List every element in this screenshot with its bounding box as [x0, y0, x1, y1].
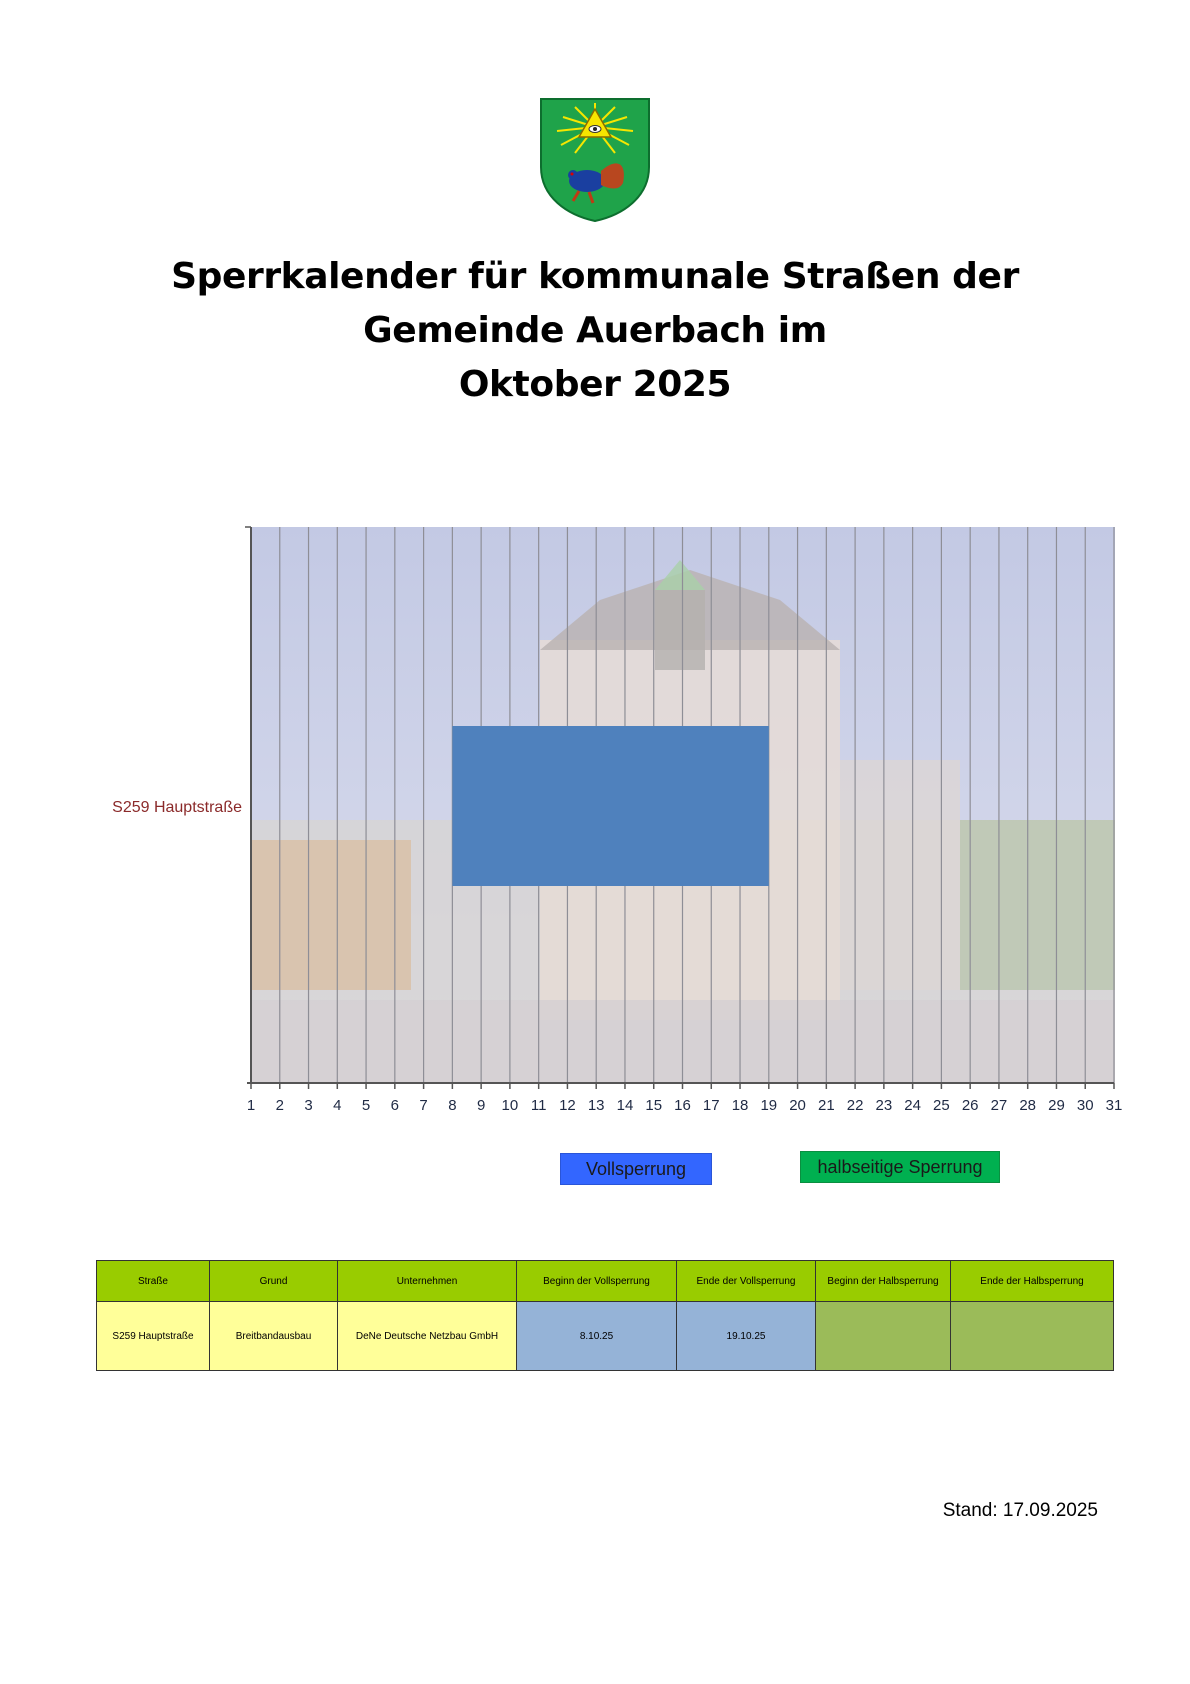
x-tick-label: 1 [246, 1097, 256, 1114]
table-row [97, 1302, 1114, 1371]
legend-vollsperrung-label: Vollsperrung [585, 1158, 687, 1179]
stand-date: Stand: 17.09.2025 [942, 1500, 1098, 1521]
header-ende-halb: Ende der Halbsperrung [951, 1261, 1114, 1302]
legend-halbseitige-label: halbseitige Sperrung [817, 1156, 983, 1177]
x-tick-label: 8 [448, 1097, 457, 1114]
x-tick-label: 25 [933, 1097, 950, 1114]
x-tick-label: 13 [587, 1097, 605, 1114]
x-tick-label: 23 [875, 1097, 893, 1114]
x-tick-label: 5 [361, 1097, 371, 1114]
x-tick-label: 26 [961, 1097, 979, 1114]
x-tick-label: 27 [990, 1097, 1008, 1114]
x-tick-label: 18 [731, 1097, 749, 1114]
x-tick-label: 21 [817, 1097, 835, 1114]
title-line-1: Sperrkalender für kommunale Straßen der [171, 256, 1019, 297]
closure-table [96, 1260, 1114, 1371]
x-tick-label: 16 [674, 1097, 691, 1114]
header-beginn-voll: Beginn der Vollsperrung [517, 1261, 677, 1302]
cell-strasse: S259 Hauptstraße [97, 1302, 210, 1371]
header-strasse: Straße [97, 1261, 210, 1302]
category-label: S259 Hauptstraße [112, 799, 242, 816]
x-tick-label: 19 [760, 1097, 778, 1114]
header-unternehmen: Unternehmen [338, 1261, 517, 1302]
legend-halbseitige-sperrung [800, 1151, 1000, 1183]
cell-ende-voll: 19.10.25 [677, 1302, 816, 1371]
x-tick-label: 2 [275, 1097, 284, 1114]
x-tick-label: 15 [645, 1097, 663, 1114]
table-header-row [97, 1261, 1114, 1302]
title-line-2: Gemeinde Auerbach im [363, 310, 827, 351]
cell-grund: Breitbandausbau [210, 1302, 338, 1371]
x-tick-label: 24 [904, 1097, 921, 1114]
closure-bar [452, 726, 768, 886]
x-tick-label: 12 [559, 1097, 576, 1114]
x-tick-label: 31 [1105, 1097, 1123, 1114]
x-tick-label: 11 [530, 1097, 547, 1114]
x-tick-label: 20 [789, 1097, 806, 1114]
x-tick-label: 14 [616, 1097, 634, 1114]
x-tick-label: 30 [1076, 1097, 1094, 1114]
x-tick-label: 10 [501, 1097, 519, 1114]
x-tick-label: 6 [390, 1097, 400, 1114]
x-tick-label: 17 [702, 1097, 720, 1114]
x-tick-label: 28 [1019, 1097, 1037, 1114]
x-tick-label: 4 [333, 1097, 342, 1114]
x-tick-label: 22 [846, 1097, 864, 1114]
x-tick-label: 7 [419, 1097, 428, 1114]
cell-beginn-halb [816, 1302, 951, 1371]
header-grund: Grund [210, 1261, 338, 1302]
cell-beginn-voll: 8.10.25 [517, 1302, 677, 1371]
cell-ende-halb [951, 1302, 1114, 1371]
x-tick-label: 29 [1048, 1097, 1065, 1114]
cell-unternehmen: DeNe Deutsche Netzbau GmbH [338, 1302, 517, 1371]
x-tick-label: 3 [304, 1097, 313, 1114]
header-beginn-halb: Beginn der Halbsperrung [816, 1261, 951, 1302]
x-tick-label: 9 [476, 1097, 486, 1114]
legend-vollsperrung [560, 1153, 712, 1185]
title-line-3: Oktober 2025 [458, 364, 732, 405]
header-ende-voll: Ende der Vollsperrung [677, 1261, 816, 1302]
